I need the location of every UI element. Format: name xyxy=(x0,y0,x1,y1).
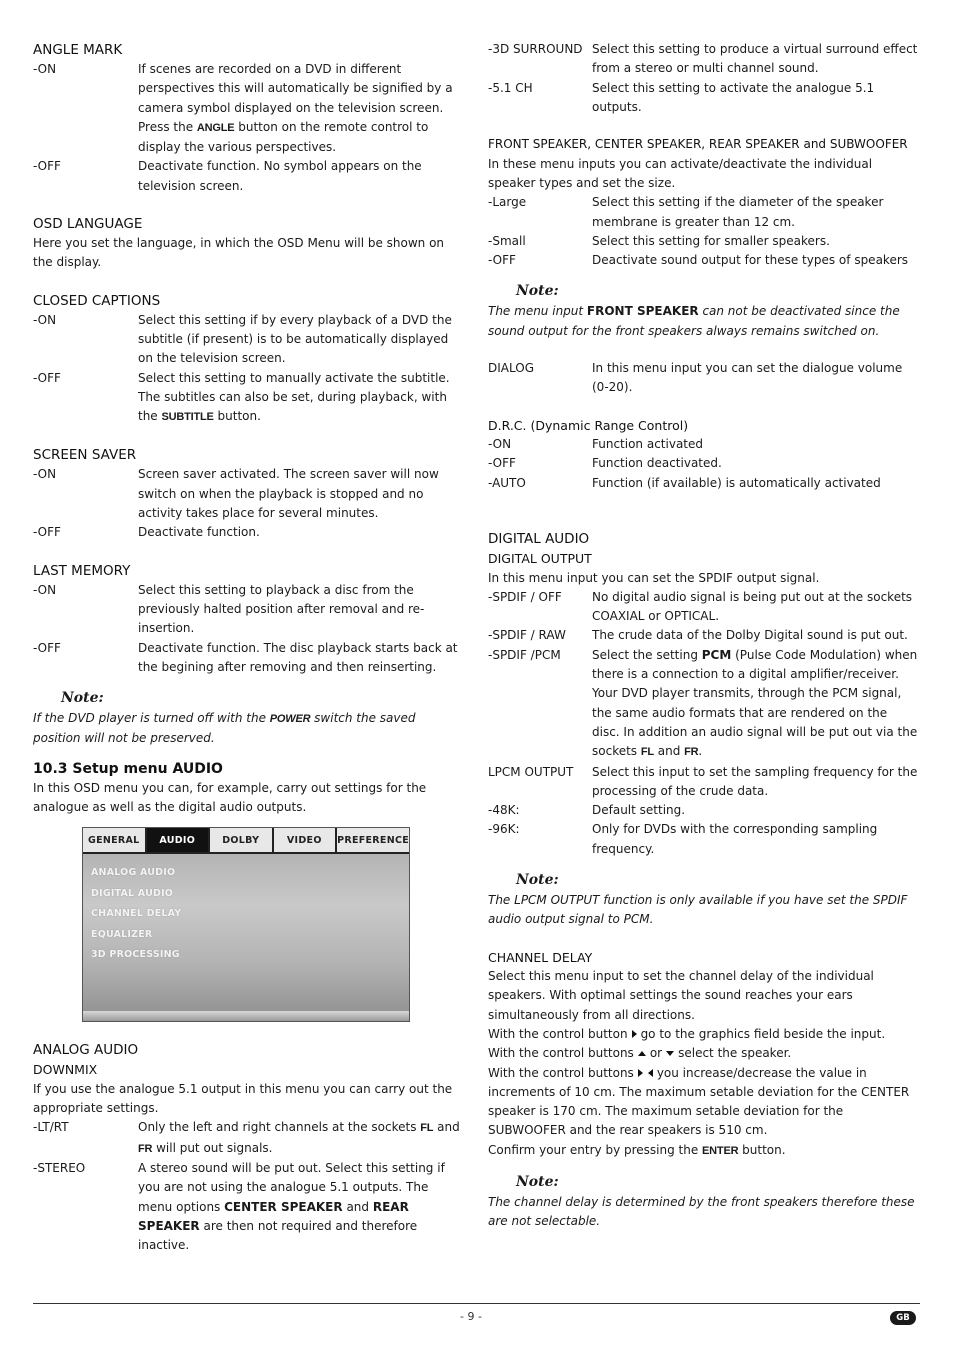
definition: Screen saver activated. The screen saver will now switch on when the playback is stopped and no activity takes place for several minutes. xyxy=(138,467,439,521)
screen-saver-on-row xyxy=(33,465,465,523)
definition: In this menu input you can set the dialogue volume (0-20). xyxy=(592,361,903,395)
speakers-off-row xyxy=(488,251,918,270)
osd-language-text: Here you set the language, in which the OSD Menu will be shown on the display. xyxy=(33,236,445,270)
page-number: - 9 - xyxy=(460,1310,482,1323)
right-column xyxy=(488,40,918,1232)
analog-audio-heading: ANALOG AUDIO xyxy=(33,1042,139,1059)
term: -48K: xyxy=(488,803,520,818)
drc-auto-row xyxy=(488,474,918,493)
subtitle-key: SUBTITLE xyxy=(161,411,214,424)
term: -STEREO xyxy=(33,1161,86,1175)
stereo-row xyxy=(33,1159,465,1255)
term: -OFF xyxy=(488,456,516,471)
osd-tab-video: VIDEO xyxy=(274,828,338,852)
channel-delay-step-updown: With the control buttons or select the speaker. xyxy=(488,1046,792,1061)
term: -SPDIF /PCM xyxy=(488,647,561,662)
footer-divider xyxy=(33,1303,920,1304)
digital-output-text: In this menu input you can set the SPDIF output signal. xyxy=(488,570,820,585)
term: -96K: xyxy=(488,822,520,837)
osd-bottom-bar xyxy=(83,1011,409,1021)
osd-item-digital-audio: DIGITAL AUDIO xyxy=(91,887,174,899)
closed-captions-heading: CLOSED CAPTIONS xyxy=(33,292,161,309)
term: DIALOG xyxy=(488,361,534,376)
osd-item-analog-audio: ANALOG AUDIO xyxy=(91,867,176,879)
osd-item-3d-processing: 3D PROCESSING xyxy=(91,949,180,961)
arrow-right-icon xyxy=(638,1069,643,1077)
term: -SPDIF / RAW xyxy=(488,628,566,643)
channel-delay-confirm: Confirm your entry by pressing the ENTER button. xyxy=(488,1142,786,1157)
osd-item-channel-delay: CHANNEL DELAY xyxy=(91,908,182,920)
96k-row xyxy=(488,820,918,859)
ltrt-row xyxy=(33,1118,465,1159)
osd-menu-screenshot xyxy=(82,827,410,1022)
angle-mark-heading: ANGLE MARK xyxy=(33,42,123,58)
arrow-up-icon xyxy=(638,1051,646,1056)
drc-off-row xyxy=(488,454,918,473)
definition: Deactivate function. The disc playback starts back at the begining after removing and then reinserting. xyxy=(138,640,458,674)
dialog-row xyxy=(488,359,918,398)
definition: Deactivate sound output for these types of speakers xyxy=(592,253,909,268)
last-memory-on-row xyxy=(33,581,465,639)
definition: Deactivate function. No symbol appears on the television screen. xyxy=(138,159,422,193)
term: -OFF xyxy=(33,370,61,385)
arrow-right-icon xyxy=(632,1030,637,1038)
3d-surround-row xyxy=(488,40,918,79)
5-1-ch-row xyxy=(488,79,918,118)
term: -LT/RT xyxy=(33,1120,69,1135)
arrow-left-icon xyxy=(648,1069,653,1077)
note-label: Note: xyxy=(516,283,559,300)
note-text: The menu input FRONT SPEAKER can not be deactivated since the sound output for the front speakers always remains switched on. xyxy=(488,304,900,338)
term: -Small xyxy=(488,233,526,248)
term: -OFF xyxy=(33,159,61,174)
definition: The crude data of the Dolby Digital sound is put out. xyxy=(592,628,908,643)
definition: If scenes are recorded on a DVD in different perspectives this will automatically be signified by a camera symbol displayed on the television screen. Press the ANGLE button on the remote control to display the various perspectives. xyxy=(138,62,453,155)
note-text: The LPCM OUTPUT function is only available if you have set the SPDIF audio output signal to PCM. xyxy=(488,893,908,927)
term: -ON xyxy=(33,62,57,76)
screen-saver-off-row xyxy=(33,523,465,542)
setup-audio-heading: 10.3 Setup menu AUDIO xyxy=(33,760,223,777)
channel-delay-text: Select this menu input to set the channel delay of the individual speakers. With optimal settings the sound reaches your ears simultaneously from all directions. xyxy=(488,969,874,1022)
definition: Select this setting to activate the analogue 5.1 outputs. xyxy=(592,80,875,114)
language-badge: GB xyxy=(890,1311,916,1325)
osd-tab-dolby: DOLBY xyxy=(210,828,274,852)
term: -ON xyxy=(488,437,512,452)
lpcm-output-row xyxy=(488,763,918,802)
osd-tab-audio: AUDIO xyxy=(147,828,211,852)
term: -3D SURROUND xyxy=(488,42,583,56)
last-memory-heading: LAST MEMORY xyxy=(33,562,131,579)
term: -AUTO xyxy=(488,475,526,490)
downmix-subheading: DOWNMIX xyxy=(33,1062,98,1078)
definition: A stereo sound will be put out. Select this setting if you are not using the analogue 5.1 outputs. The menu options CENTER SPEAKER and REAR SPEAKER are then not required and therefore inactive. xyxy=(138,1161,445,1253)
definition: Function deactivated. xyxy=(592,456,722,471)
definition: Only the left and right channels at the sockets FL and FR will put out signals. xyxy=(138,1120,460,1155)
small-row xyxy=(488,232,918,251)
note-label: Note: xyxy=(61,690,104,707)
angle-key: ANGLE xyxy=(196,121,235,134)
definition: No digital audio signal is being put out at the sockets COAXIAL or OPTICAL. xyxy=(592,589,913,624)
angle-mark-on-row xyxy=(33,60,465,157)
arrow-down-icon xyxy=(666,1051,674,1056)
screen-saver-heading: SCREEN SAVER xyxy=(33,447,137,464)
last-memory-off-row xyxy=(33,639,465,678)
note-text: If the DVD player is turned off with the POWER switch the saved position will not be preserved. xyxy=(33,711,416,746)
term: LPCM OUTPUT xyxy=(488,764,574,779)
drc-heading: D.R.C. (Dynamic Range Control) xyxy=(488,417,689,433)
closed-captions-on-row xyxy=(33,311,465,369)
channel-delay-step-right: With the control button go to the graphics field beside the input. xyxy=(488,1026,886,1041)
definition: Select this setting if by every playback of a DVD the subtitle (if present) is to be automatically displayed on the television screen. xyxy=(138,312,452,366)
definition: Deactivate function. xyxy=(138,525,260,540)
analog-audio-text: If you use the analogue 5.1 output in this menu you can carry out the appropriate settings. xyxy=(33,1081,453,1116)
term: -ON xyxy=(33,467,57,482)
large-row xyxy=(488,193,918,232)
angle-mark-off-row xyxy=(33,157,465,196)
term: -OFF xyxy=(33,525,61,540)
left-column xyxy=(33,40,465,1255)
definition: Select this setting to produce a virtual surround effect from a stereo or multi channel sound. xyxy=(592,42,918,76)
term: -ON xyxy=(33,582,57,597)
definition: Select this setting to manually activate the subtitle. The subtitles can also be set, during playback, with the SUBTITLE button. xyxy=(138,370,450,424)
spdif-pcm-row xyxy=(488,646,918,763)
definition: Select this setting for smaller speakers. xyxy=(592,233,830,248)
drc-on-row xyxy=(488,435,918,454)
digital-output-subheading: DIGITAL OUTPUT xyxy=(488,551,592,567)
definition: Default setting. xyxy=(592,803,686,818)
digital-audio-heading: DIGITAL AUDIO xyxy=(488,531,590,548)
term: -SPDIF / OFF xyxy=(488,589,562,604)
osd-tab-preference: PREFERENCE xyxy=(337,828,409,852)
note-label: Note: xyxy=(516,872,559,888)
setup-audio-text: In this OSD menu you can, for example, carry out settings for the analogue as well as the digital audio outputs. xyxy=(33,780,427,815)
term: -Large xyxy=(488,195,527,210)
osd-language-heading: OSD LANGUAGE xyxy=(33,216,143,233)
term: -5.1 CH xyxy=(488,80,533,95)
term: -OFF xyxy=(33,640,61,655)
definition: Only for DVDs with the corresponding sampling frequency. xyxy=(592,822,878,856)
note-text: The channel delay is determined by the front speakers therefore these are not selectable. xyxy=(488,1195,915,1229)
speakers-heading: FRONT SPEAKER, CENTER SPEAKER, REAR SPEAKER and SUBWOOFER xyxy=(488,137,908,152)
power-key: POWER xyxy=(269,713,311,726)
enter-key: ENTER xyxy=(702,1144,739,1157)
spdif-raw-row xyxy=(488,626,918,645)
definition: Select this setting if the diameter of the speaker membrane is greater than 12 cm. xyxy=(592,195,884,229)
speakers-text: In these menu inputs you can activate/deactivate the individual speaker types and set the size. xyxy=(488,156,873,190)
osd-tab-bar xyxy=(83,828,409,854)
term: -OFF xyxy=(488,253,516,268)
channel-delay-step-leftright: With the control buttons you increase/decrease the value in increments of 10 cm. The maximum setable deviation for the CENTER speaker is 170 cm. The maximum setable deviation for the SUBWOOFER and the rear speakers is 510 cm. xyxy=(488,1065,910,1138)
48k-row xyxy=(488,801,918,820)
spdif-off-row xyxy=(488,588,918,627)
closed-captions-off-row xyxy=(33,369,465,428)
osd-item-equalizer: EQUALIZER xyxy=(91,928,153,940)
note-label: Note: xyxy=(516,1174,559,1191)
definition: Select the setting PCM (Pulse Code Modulation) when there is a connection to a digital amplifier/receiver. Your DVD player transmits, through the PCM signal, the same audio formats that are rendered on the disc. In addition an audio signal will be put out via the sockets FL and FR. xyxy=(592,647,918,759)
osd-tab-general: GENERAL xyxy=(83,828,147,852)
definition: Select this input to set the sampling frequency for the processing of the crude data. xyxy=(592,764,918,798)
channel-delay-heading: CHANNEL DELAY xyxy=(488,949,593,965)
osd-menu-items xyxy=(83,854,409,966)
definition: Select this setting to playback a disc from the previously halted position after removal and re-insertion. xyxy=(138,582,425,636)
term: -ON xyxy=(33,312,57,327)
definition: Function activated xyxy=(592,437,704,452)
definition: Function (if available) is automatically activated xyxy=(592,475,881,490)
